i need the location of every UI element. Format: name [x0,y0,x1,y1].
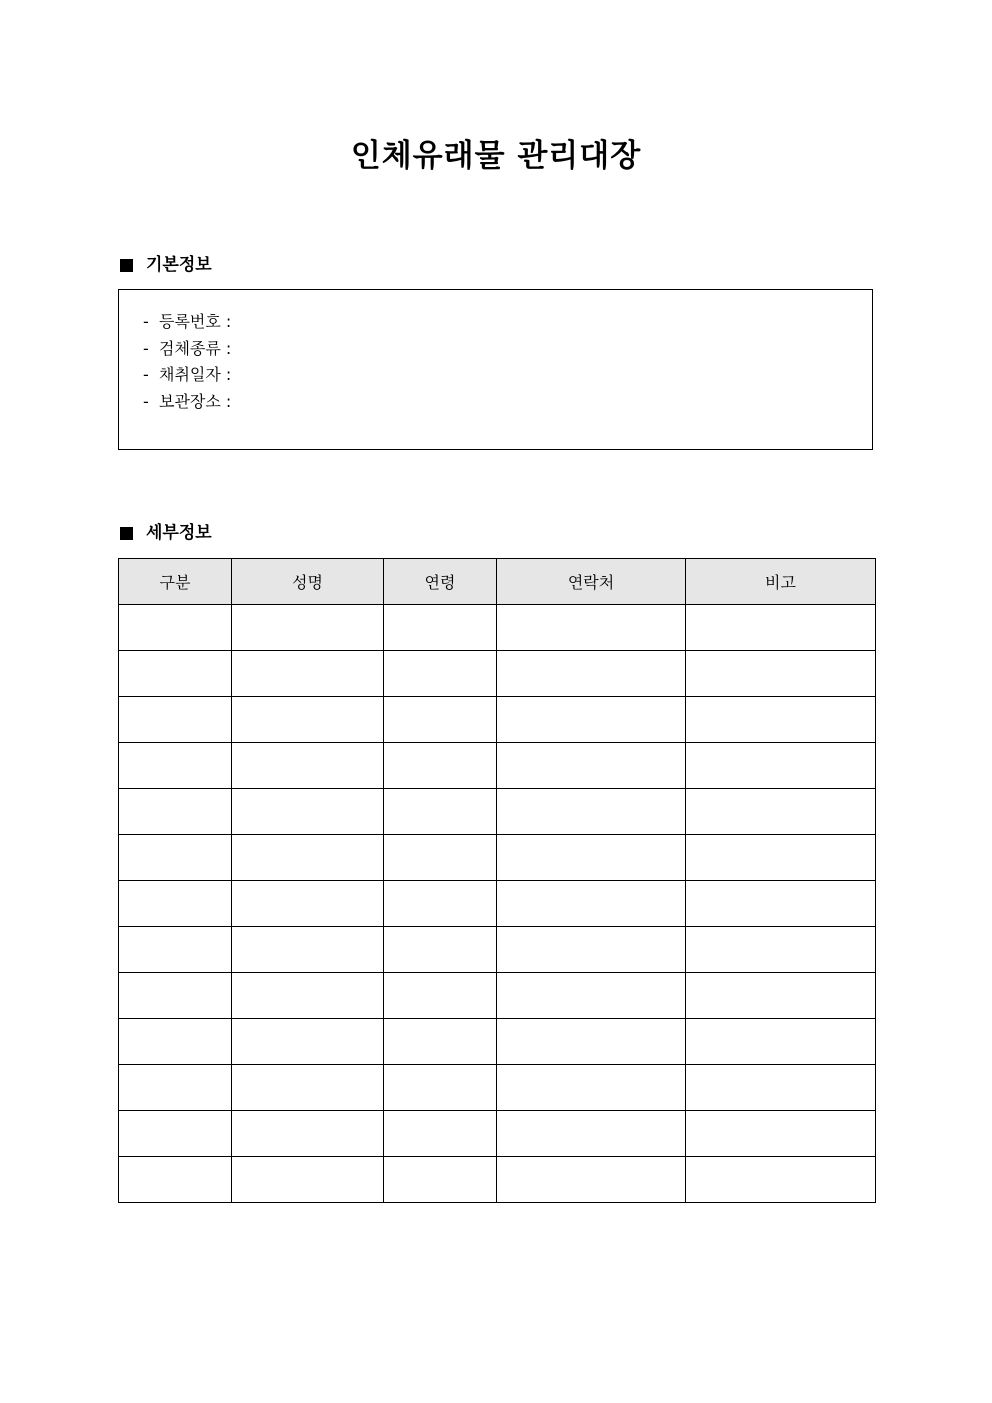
table-cell-age[interactable] [384,789,497,835]
dash-bullet: - [143,391,149,411]
table-cell-age[interactable] [384,743,497,789]
table-cell-contact[interactable] [497,881,686,927]
info-item-label: 검체종류 : [159,338,232,358]
basic-info-heading-label: 기본정보 [146,255,212,275]
dash-bullet: - [143,365,149,384]
table-cell-category[interactable] [119,1111,232,1157]
basic-info-heading [120,253,212,277]
table-cell-contact[interactable] [497,1065,686,1111]
table-cell-remarks[interactable] [686,881,876,927]
table-cell-contact[interactable] [497,927,686,973]
info-item-label: 보관장소 : [159,391,232,411]
table-cell-name[interactable] [232,1111,384,1157]
table-cell-age[interactable] [384,651,497,697]
table-row [119,835,876,881]
table-cell-age[interactable] [384,1157,497,1203]
table-cell-contact[interactable] [497,1019,686,1065]
dash-bullet: - [143,312,149,331]
table-cell-age[interactable] [384,1065,497,1111]
table-cell-remarks[interactable] [686,1111,876,1157]
table-cell-age[interactable] [384,697,497,743]
column-header-remarks: 비고 [686,559,876,605]
column-header-category: 구분 [119,559,232,605]
table-cell-contact[interactable] [497,651,686,697]
detail-table [118,558,876,1203]
table-row [119,697,876,743]
table-row [119,651,876,697]
table-cell-category[interactable] [119,605,232,651]
table-cell-contact[interactable] [497,973,686,1019]
table-cell-contact[interactable] [497,743,686,789]
table-cell-contact[interactable] [497,1111,686,1157]
table-cell-name[interactable] [232,927,384,973]
square-bullet-icon [120,527,133,540]
page-title: 인체유래물 관리대장 [350,138,642,174]
table-cell-name[interactable] [232,881,384,927]
table-cell-remarks[interactable] [686,789,876,835]
table-row [119,789,876,835]
info-item-registration-number[interactable] [143,309,231,336]
table-row [119,927,876,973]
table-cell-contact[interactable] [497,697,686,743]
table-cell-age[interactable] [384,881,497,927]
table-cell-category[interactable] [119,1019,232,1065]
table-cell-remarks[interactable] [686,1065,876,1111]
info-item-specimen-type[interactable] [143,336,231,363]
table-cell-remarks[interactable] [686,743,876,789]
table-row [119,1019,876,1065]
table-row [119,973,876,1019]
table-cell-contact[interactable] [497,605,686,651]
table-cell-age[interactable] [384,835,497,881]
table-cell-age[interactable] [384,605,497,651]
info-item-label: 채취일자 : [159,365,232,384]
column-header-name: 성명 [232,559,384,605]
table-cell-name[interactable] [232,973,384,1019]
info-item-collection-date[interactable] [143,362,231,389]
table-cell-category[interactable] [119,1065,232,1111]
table-cell-category[interactable] [119,789,232,835]
table-cell-category[interactable] [119,697,232,743]
detail-info-heading-label: 세부정보 [146,523,212,543]
table-row [119,605,876,651]
table-cell-age[interactable] [384,1019,497,1065]
table-cell-remarks[interactable] [686,1019,876,1065]
table-row [119,1065,876,1111]
table-cell-contact[interactable] [497,1157,686,1203]
table-row [119,1157,876,1203]
detail-info-heading [120,521,212,545]
table-cell-category[interactable] [119,927,232,973]
table-row [119,1111,876,1157]
table-cell-name[interactable] [232,651,384,697]
table-cell-remarks[interactable] [686,651,876,697]
table-cell-age[interactable] [384,927,497,973]
table-cell-remarks[interactable] [686,1157,876,1203]
table-cell-remarks[interactable] [686,835,876,881]
table-header-row [119,559,876,605]
column-header-contact: 연락처 [497,559,686,605]
info-item-label: 등록번호 : [159,312,232,331]
table-cell-remarks[interactable] [686,697,876,743]
info-item-storage-location[interactable] [143,389,231,416]
table-cell-contact[interactable] [497,789,686,835]
table-cell-name[interactable] [232,697,384,743]
table-cell-remarks[interactable] [686,927,876,973]
table-cell-name[interactable] [232,1157,384,1203]
table-row [119,743,876,789]
table-cell-name[interactable] [232,1019,384,1065]
table-cell-contact[interactable] [497,835,686,881]
table-cell-name[interactable] [232,789,384,835]
table-cell-name[interactable] [232,605,384,651]
table-cell-name[interactable] [232,835,384,881]
table-cell-remarks[interactable] [686,973,876,1019]
table-cell-age[interactable] [384,973,497,1019]
table-cell-category[interactable] [119,651,232,697]
basic-info-box [118,289,873,450]
dash-bullet: - [143,338,149,358]
table-cell-category[interactable] [119,835,232,881]
table-row [119,881,876,927]
table-cell-remarks[interactable] [686,605,876,651]
table-cell-category[interactable] [119,973,232,1019]
table-cell-category[interactable] [119,1157,232,1203]
table-cell-category[interactable] [119,881,232,927]
square-bullet-icon [120,259,133,272]
table-cell-name[interactable] [232,743,384,789]
basic-info-list [143,309,231,415]
table-cell-category[interactable] [119,743,232,789]
table-cell-name[interactable] [232,1065,384,1111]
column-header-age: 연령 [384,559,497,605]
table-body [119,605,876,1203]
table-cell-age[interactable] [384,1111,497,1157]
